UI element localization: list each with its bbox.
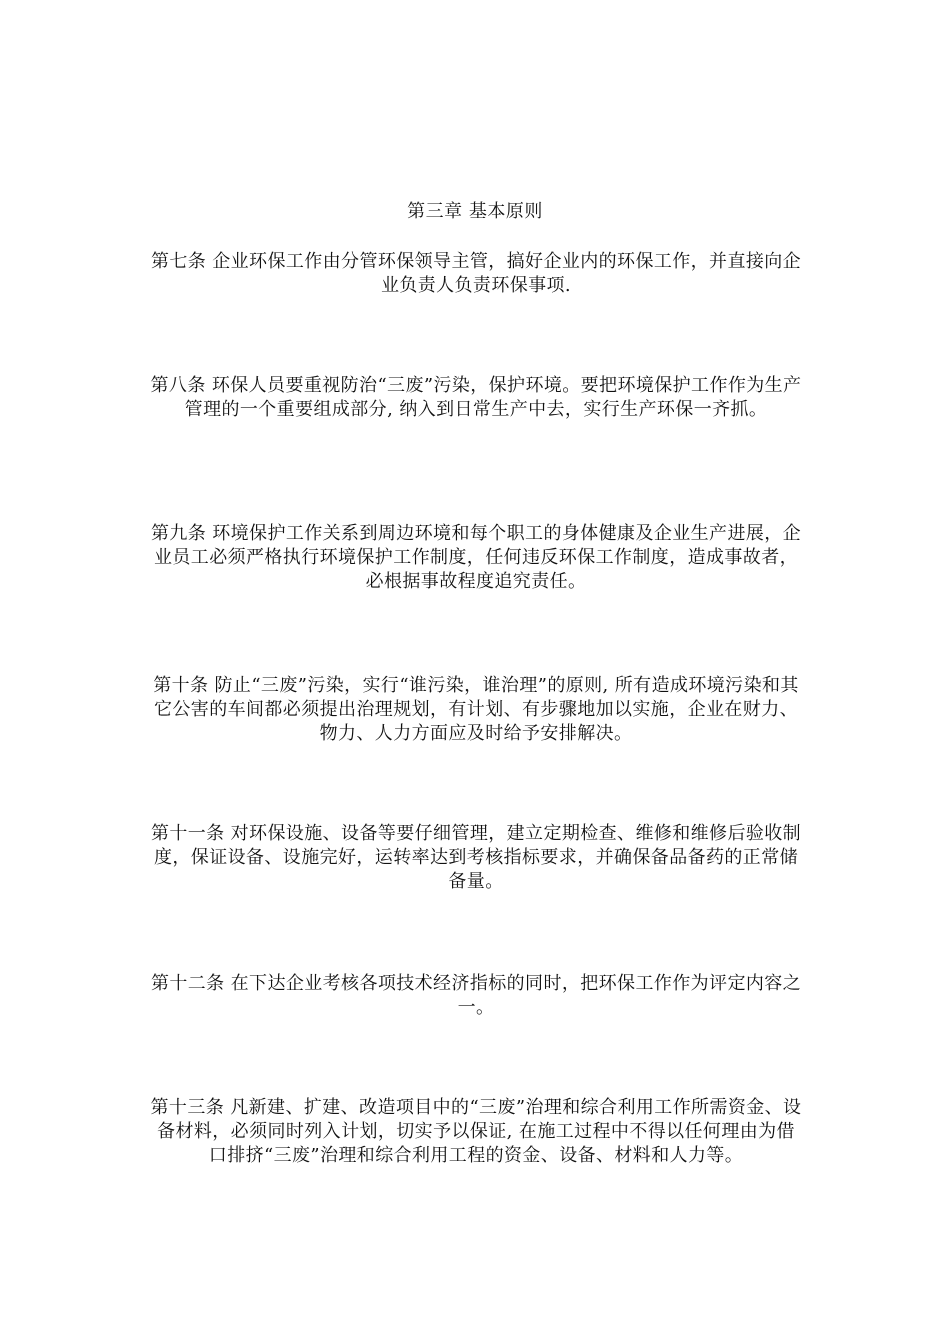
article-13: 第十三条 凡新建、扩建、改造项目中的“三废”治理和综合利用工作所需资金、设备材料，必须同时列入计划，切实予以保证, 在施工过程中不得以任何理由为借口排挤“三废”治理和综合利用工程的资金、设备、材料和人力等。 — [150, 1097, 802, 1166]
article-9: 第九条 环境保护工作关系到周边环境和每个职工的身体健康及企业生产进展，企业员工必须严格执行环境保护工作制度，任何违反环保工作制度，造成事故者，必根据事故程度追究责任。 — [150, 523, 802, 592]
article-7: 第七条 企业环保工作由分管环保领导主管，搞好企业内的环保工作，并直接向企业负责人负责环保事项. — [150, 251, 802, 296]
article-10: 第十条 防止“三废”污染，实行“谁污染，谁治理”的原则, 所有造成环境污染和其它公害的车间都必须提出治理规划，有计划、有步骤地加以实施，企业在财力、物力、人力方面应及时给予安排解决。 — [153, 675, 799, 744]
article-11: 第十一条 对环保设施、设备等要仔细管理，建立定期检查、维修和维修后验收制度，保证设备、设施完好，运转率达到考核指标要求，并确保备品备药的正常储备量。 — [150, 823, 802, 892]
article-12: 第十二条 在下达企业考核各项技术经济指标的同时，把环保工作作为评定内容之一。 — [150, 973, 802, 1018]
chapter-title: 第三章 基本原则 — [407, 201, 543, 222]
article-8: 第八条 环保人员要重视防治“三废”污染，保护环境。要把环境保护工作作为生产管理的一个重要组成部分, 纳入到日常生产中去，实行生产环保一齐抓。 — [150, 375, 802, 420]
